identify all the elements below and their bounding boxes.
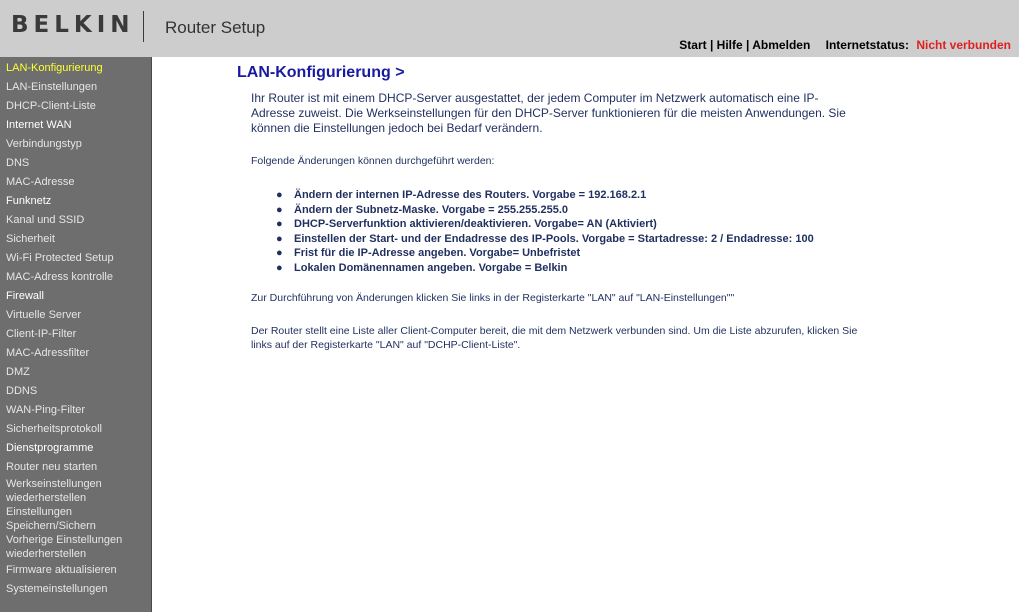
list-item: [276, 203, 814, 218]
header: [0, 0, 1019, 57]
logo-divider: [143, 11, 144, 42]
lan-settings-note: Zur Durchführung von Änderungen klicken Sie links in der Registerkarte "LAN" auf "LAN-Einstellungen"": [251, 292, 735, 304]
list-item-text: Frist für die IP-Adresse angeben. Vorgabe= Unbefristet: [294, 247, 581, 259]
sidebar-item-router-neu-starten[interactable]: Router neu starten: [6, 461, 98, 473]
logout-link[interactable]: Abmelden: [752, 38, 811, 52]
nav-separator: |: [709, 38, 714, 52]
sidebar-item-wan-ping-filter[interactable]: WAN-Ping-Filter: [6, 404, 86, 416]
sidebar-item-sicherheitsprotokoll[interactable]: Sicherheitsprotokoll: [6, 423, 102, 435]
sidebar-item-mac-adressfilter[interactable]: MAC-Adressfilter: [6, 347, 90, 359]
sidebar-item-kanal-und-ssid[interactable]: Kanal und SSID: [6, 214, 85, 226]
list-item: [276, 188, 814, 203]
main-content: [152, 57, 1019, 612]
sidebar-item-sicherheit[interactable]: Sicherheit: [6, 233, 55, 245]
nav-separator: |: [746, 38, 750, 52]
bullet-icon: ●: [276, 261, 283, 274]
list-item: [276, 217, 814, 232]
page-title: LAN-Konfigurierung >: [237, 64, 405, 81]
sidebar-item-lan-einstellungen[interactable]: LAN-Einstellungen: [6, 81, 98, 93]
sidebar-item-virtuelle-server[interactable]: Virtuelle Server: [6, 309, 81, 321]
sidebar-item-wifi-protected-setup[interactable]: Wi-Fi Protected Setup: [6, 252, 114, 264]
sidebar-item-firmware-aktualisieren[interactable]: Firmware aktualisieren: [6, 564, 117, 576]
sidebar-item-dns[interactable]: DNS: [6, 157, 30, 169]
list-item-text: DHCP-Serverfunktion aktivieren/deaktivieren. Vorgabe= AN (Aktiviert): [294, 218, 657, 230]
bullet-icon: ●: [276, 247, 283, 259]
list-item-text: Lokalen Domänennamen angeben. Vorgabe = Belkin: [294, 261, 568, 274]
list-item: [276, 246, 814, 261]
sidebar-item-dhcp-client-liste[interactable]: DHCP-Client-Liste: [6, 100, 96, 112]
internet-status-value: Nicht verbunden: [916, 38, 1011, 52]
sidebar-item-verbindungstyp[interactable]: Verbindungstyp: [6, 138, 82, 150]
app-title: Router Setup: [165, 18, 266, 37]
changes-list: [276, 188, 814, 275]
sidebar-item-werkseinstellungen-wiederherstellen[interactable]: Werkseinstellungen wiederherstellen: [6, 478, 102, 504]
sidebar-section-lan-konfigurierung[interactable]: LAN-Konfigurierung: [6, 62, 103, 74]
sidebar-item-mac-adresse[interactable]: MAC-Adresse: [6, 176, 75, 188]
list-item-text: Ändern der internen IP-Adresse des Routers. Vorgabe = 192.168.2.1: [294, 189, 647, 201]
start-link[interactable]: Start: [679, 38, 707, 52]
changes-heading: Folgende Änderungen können durchgeführt werden:: [251, 155, 495, 167]
list-item-text: Ändern der Subnetz-Maske. Vorgabe = 255.255.255.0: [294, 203, 568, 216]
top-navigation: [679, 38, 1011, 52]
sidebar-section-dienstprogramme[interactable]: Dienstprogramme: [6, 442, 94, 454]
sidebar-section-firewall[interactable]: Firewall: [6, 290, 44, 302]
sidebar-item-ddns[interactable]: DDNS: [6, 385, 38, 397]
sidebar-section-internet-wan[interactable]: Internet WAN: [6, 119, 72, 131]
sidebar-item-einstellungen-speichern-sichern[interactable]: Einstellungen Speichern/Sichern: [6, 506, 96, 532]
help-link[interactable]: Hilfe: [716, 38, 743, 52]
list-item: [276, 232, 814, 247]
bullet-icon: ●: [276, 189, 283, 201]
sidebar-item-mac-adress-kontrolle[interactable]: MAC-Adress kontrolle: [6, 271, 113, 283]
sidebar-item-vorherige-einstellungen-wiederherstellen[interactable]: Vorherige Einstellungen wiederherstellen: [6, 534, 123, 560]
sidebar-section-funknetz[interactable]: Funknetz: [6, 195, 52, 207]
bullet-icon: ●: [276, 232, 283, 245]
sidebar-item-dmz[interactable]: DMZ: [6, 366, 30, 378]
sidebar-item-client-ip-filter[interactable]: Client-IP-Filter: [6, 328, 77, 340]
list-item: [276, 261, 814, 276]
belkin-logo: BELKIN: [11, 12, 135, 38]
internet-status-label: Internetstatus:: [825, 38, 909, 52]
bullet-icon: ●: [276, 203, 283, 216]
sidebar-item-systemeinstellungen[interactable]: Systemeinstellungen: [6, 583, 108, 595]
bullet-icon: ●: [276, 218, 283, 230]
intro-paragraph: Ihr Router ist mit einem DHCP-Server ausgestattet, der jedem Computer im Netzwerk automatisch eine IP-Adresse zuweist. Die Werkseinstellungen für den DHCP-Server funktionieren für die meisten Anwendungen. Sie können die Einstellungen jedoch bei Bedarf verändern.: [251, 91, 846, 135]
client-list-note: Der Router stellt eine Liste aller Client-Computer bereit, die mit dem Netzwerk verbunden sind. Um die Liste abzurufen, klicken Sie links auf der Registerkarte "LAN" auf "DCHP-Client-Liste".: [251, 325, 858, 351]
sidebar: [0, 57, 152, 612]
list-item-text: Einstellen der Start- und der Endadresse des IP-Pools. Vorgabe = Startadresse: 2 / Endadresse: 100: [294, 232, 814, 245]
